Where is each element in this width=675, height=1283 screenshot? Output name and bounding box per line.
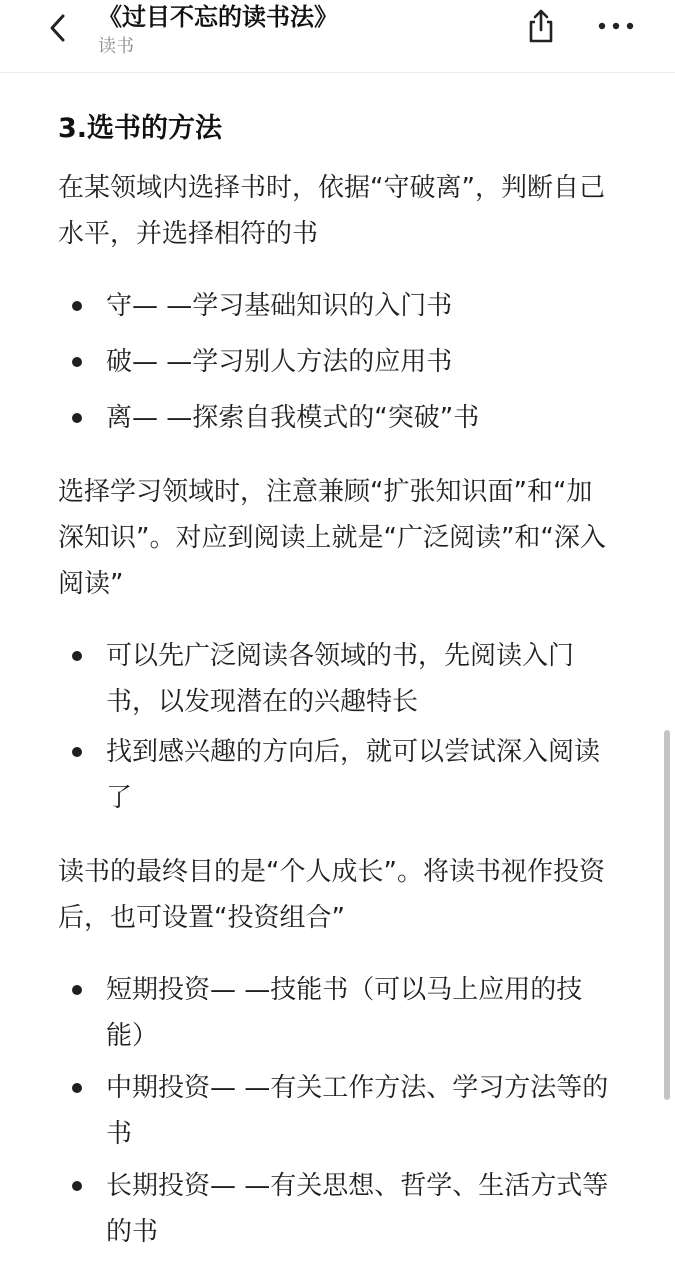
list-item bbox=[58, 1163, 618, 1255]
share-icon bbox=[526, 8, 556, 44]
list-item bbox=[58, 283, 618, 329]
bullet-dot bbox=[72, 357, 82, 367]
bullet-dot bbox=[72, 651, 82, 661]
bullet-list-shu-ha-ri bbox=[58, 283, 618, 441]
list-item-text: 破— —学习别人方法的应用书 bbox=[106, 347, 453, 377]
bullet-list-investments bbox=[58, 967, 618, 1255]
list-item bbox=[58, 1065, 618, 1157]
list-item bbox=[58, 339, 618, 385]
bullet-dot bbox=[72, 413, 82, 423]
vertical-scrollbar[interactable] bbox=[664, 730, 670, 1100]
more-options-button[interactable] bbox=[596, 10, 636, 42]
bullet-list-reading-strategy bbox=[58, 633, 618, 821]
back-button[interactable] bbox=[40, 10, 76, 46]
list-item bbox=[58, 967, 618, 1059]
paragraph-investment-portfolio: 读书的最终目的是“个人成长”。将读书视作投资后，也可设置“投资组合” bbox=[58, 857, 605, 933]
list-item bbox=[58, 633, 618, 725]
list-item-text: 守— —学习基础知识的入门书 bbox=[106, 291, 453, 321]
list-item bbox=[58, 395, 618, 441]
bullet-dot bbox=[72, 985, 82, 995]
article-content bbox=[58, 105, 618, 1283]
section-heading: 3.选书的方法 bbox=[58, 113, 223, 144]
bullet-dot bbox=[72, 301, 82, 311]
share-button[interactable] bbox=[522, 6, 560, 46]
chevron-left-icon bbox=[48, 12, 68, 44]
bullet-dot bbox=[72, 1181, 82, 1191]
list-item bbox=[58, 729, 618, 821]
list-item-text: 可以先广泛阅读各领域的书，先阅读入门书，以发现潜在的兴趣特长 bbox=[106, 641, 575, 717]
list-item-text: 长期投资— —有关思想、哲学、生活方式等的书 bbox=[106, 1171, 609, 1247]
page-title: 《过目不忘的读书法》 bbox=[98, 3, 338, 31]
more-horizontal-icon bbox=[598, 21, 634, 31]
bullet-dot bbox=[72, 1083, 82, 1093]
top-navigation-bar bbox=[0, 0, 675, 73]
paragraph-broad-and-deep: 选择学习领域时，注意兼顾“扩张知识面”和“加深知识”。对应到阅读上就是“广泛阅读”和“深入阅读” bbox=[58, 477, 606, 599]
list-item-text: 离— —探索自我模式的“突破”书 bbox=[106, 403, 480, 433]
list-item-text: 短期投资— —技能书（可以马上应用的技能） bbox=[106, 975, 583, 1051]
page-subtitle: 读书 bbox=[98, 36, 134, 57]
paragraph-choose-by-level: 在某领域内选择书时，依据“守破离”，判断自己水平，并选择相符的书 bbox=[58, 173, 605, 249]
list-item-text: 找到感兴趣的方向后，就可以尝试深入阅读了 bbox=[106, 737, 601, 813]
bullet-dot bbox=[72, 747, 82, 757]
list-item-text: 中期投资— —有关工作方法、学习方法等的书 bbox=[106, 1073, 609, 1149]
